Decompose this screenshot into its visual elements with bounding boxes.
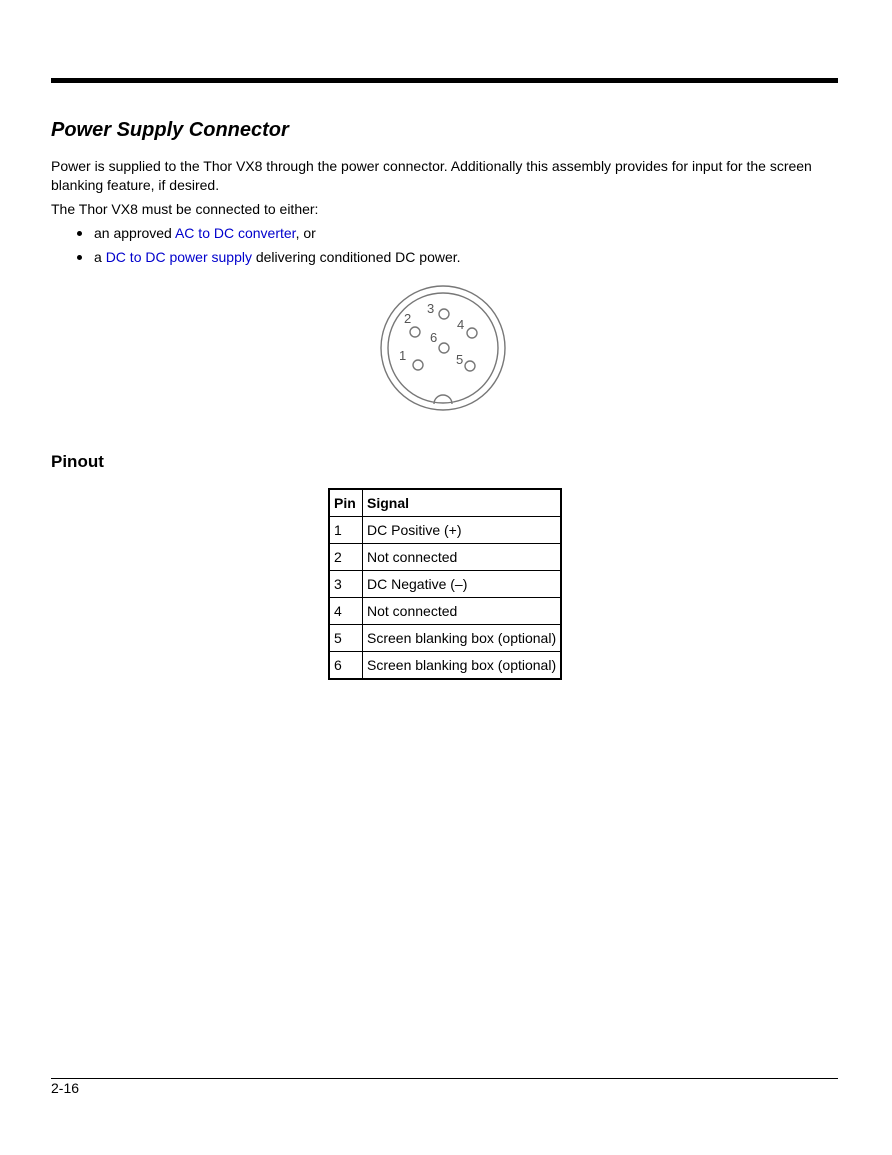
pin-column-header: Pin — [329, 489, 363, 517]
pin-2-label: 2 — [404, 311, 412, 326]
pin-1-hole — [413, 360, 423, 370]
pin-6-label: 6 — [430, 330, 438, 345]
table-row — [329, 625, 561, 652]
signal-cell: Screen blanking box (optional) — [363, 652, 562, 680]
signal-cell: Screen blanking box (optional) — [363, 625, 562, 652]
pin-2-hole — [410, 327, 420, 337]
signal-cell: Not connected — [363, 598, 562, 625]
table-header-row — [329, 489, 561, 517]
pinout-table — [328, 488, 562, 680]
pin-5-hole — [465, 361, 475, 371]
list-item-prefix: an approved — [94, 225, 175, 241]
pin-cell: 5 — [329, 625, 363, 652]
table-row — [329, 652, 561, 680]
table-row — [329, 598, 561, 625]
pin-3-label: 3 — [427, 301, 435, 316]
footer-rule — [51, 1078, 838, 1079]
signal-cell: DC Positive (+) — [363, 517, 562, 544]
bullet-icon — [77, 255, 82, 260]
pin-cell: 1 — [329, 517, 363, 544]
pin-cell: 2 — [329, 544, 363, 571]
table-row — [329, 544, 561, 571]
pin-cell: 6 — [329, 652, 363, 680]
pin-4-hole — [467, 328, 477, 338]
pin-1-label: 1 — [399, 348, 407, 363]
pinout-title: Pinout — [51, 452, 104, 471]
pin-cell: 4 — [329, 598, 363, 625]
signal-cell: DC Negative (–) — [363, 571, 562, 598]
page-number: 2-16 — [51, 1080, 80, 1096]
pin-5-label: 5 — [456, 352, 464, 367]
signal-cell: Not connected — [363, 544, 562, 571]
list-item — [51, 224, 461, 243]
intro-paragraph: Power is supplied to the Thor VX8 through the power connector. Additionally this assembly provides for input for the screen blanking feature, if desired. — [51, 158, 812, 193]
table-row — [329, 571, 561, 598]
pin-4-label: 4 — [457, 317, 465, 332]
list-item-suffix: delivering conditioned DC power. — [251, 249, 461, 265]
table-row — [329, 517, 561, 544]
power-source-list — [51, 224, 461, 272]
signal-column-header: Signal — [363, 489, 562, 517]
bullet-icon — [77, 231, 82, 236]
top-rule — [51, 78, 838, 83]
dc-dc-power-supply-link[interactable]: DC to DC power supply — [105, 249, 252, 265]
pin-3-hole — [439, 309, 449, 319]
list-item — [51, 248, 461, 267]
requirement-paragraph: The Thor VX8 must be connected to either: — [51, 201, 319, 217]
pin-6-hole — [439, 343, 449, 353]
pin-cell: 3 — [329, 571, 363, 598]
list-item-prefix: a — [94, 249, 106, 265]
connector-pin-diagram — [376, 284, 510, 414]
list-item-suffix: , or — [295, 225, 316, 241]
ac-dc-converter-link[interactable]: AC to DC converter — [174, 225, 296, 241]
section-title: Power Supply Connector — [51, 119, 289, 141]
